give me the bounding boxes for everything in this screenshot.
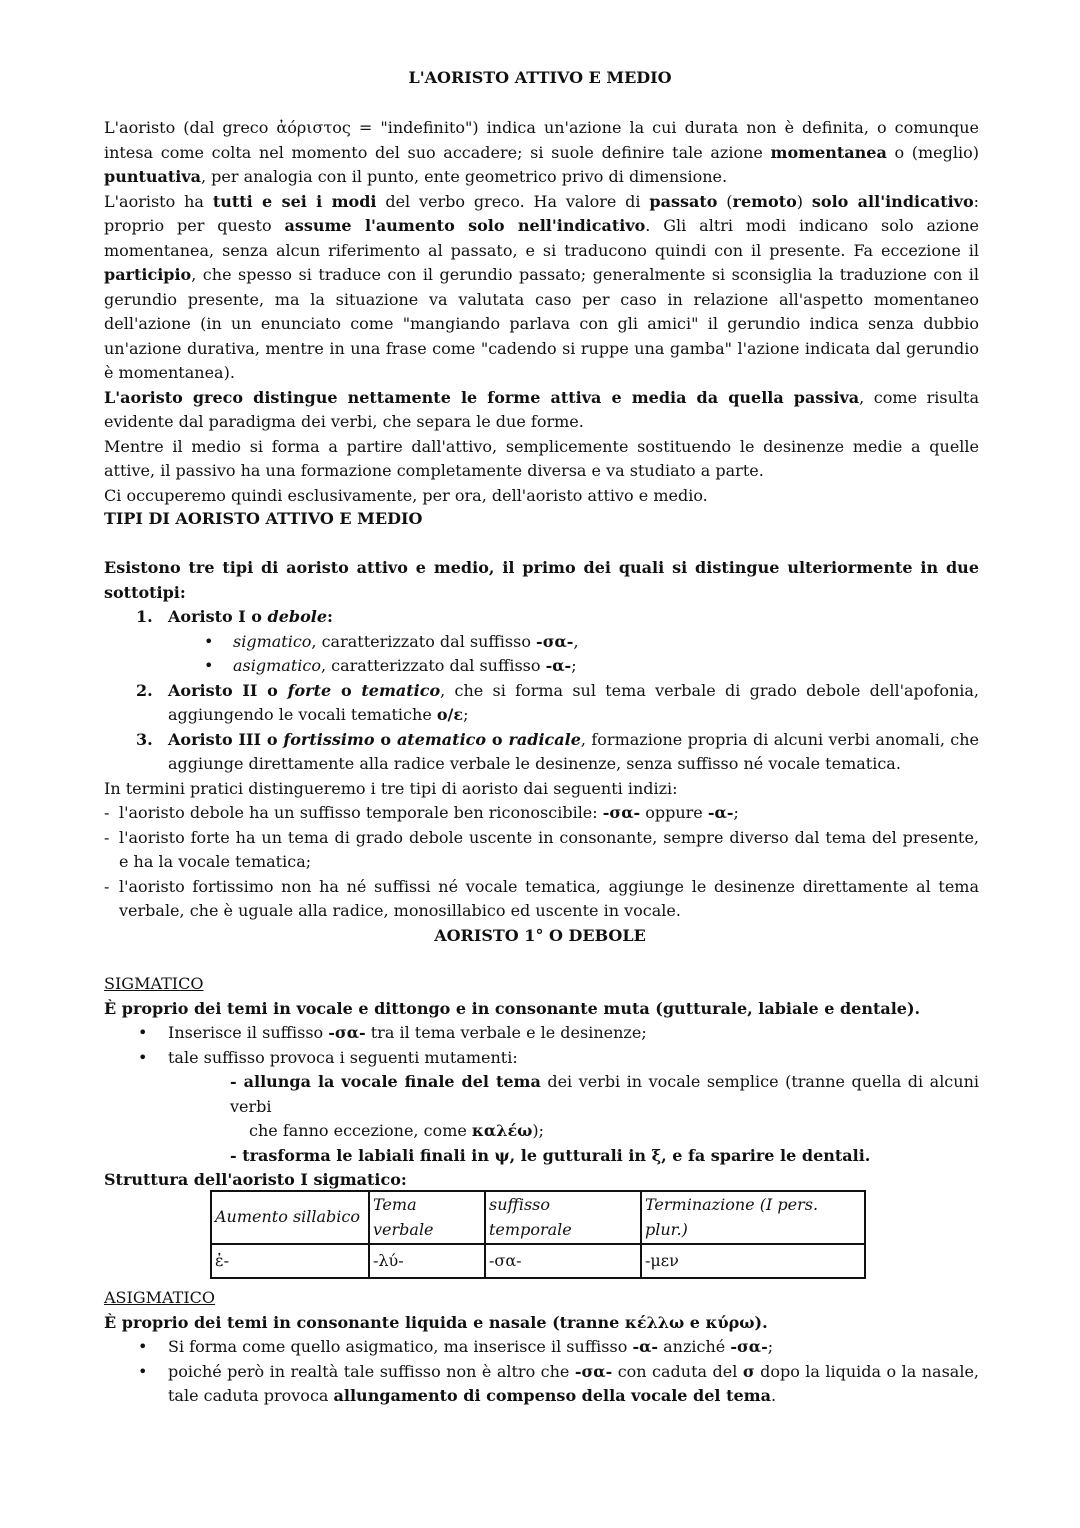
asigmatico-heading: ASIGMATICO [104, 1288, 216, 1307]
indicators-list [104, 801, 979, 924]
intro-paragraph-1: L'aoristo (dal greco ἀόριστος = "indefinito") indica un'azione la cui durata non è definita, o comunque intesa come colta nel momento del suo accadere; si suole definire tale azione momentanea o (meglio) puntuativa, per analogia con il punto, ente geometrico privo di dimensione. [104, 118, 980, 186]
table-header-cell: Aumento sillabico [211, 1191, 369, 1244]
table-row [211, 1244, 865, 1278]
mutation-1: - allunga la vocale finale del tema dei verbi in vocale semplice (tranne quella di alcuni verbi [230, 1072, 979, 1116]
type-item-3: 3. Aoristo III o fortissimo o atematico o radicale, formazione propria di alcuni verbi anomali, che aggiunge direttamente alla radice verbale le desinenze, senza suffisso né vocale tematica. [136, 729, 980, 773]
type-item-2: 2. Aoristo II o forte o tematico, che si forma sul tema verbale di grado debole dell'apofonia, aggiungendo le vocali tematiche ο/ε; [136, 680, 980, 724]
table-cell: -μεν [641, 1244, 865, 1278]
types-heading: TIPI DI AORISTO ATTIVO E MEDIO [104, 509, 423, 528]
subtype-sigmatico: • sigmatico, caratterizzato dal suffisso -σα-, [204, 631, 579, 651]
mutation-2: - trasforma le labiali finali in ψ, le gutturali in ξ, e fa sparire le dentali. [230, 1145, 871, 1165]
sigmatico-lead: È proprio dei temi in vocale e dittongo e in consonante muta (gutturale, labiale e dentale). [104, 998, 921, 1018]
asigmatico-section [104, 1286, 979, 1409]
structure-label: Struttura dell'aoristo I sigmatico: [104, 1170, 407, 1189]
table-header-cell: Tema verbale [369, 1191, 485, 1244]
page-title: L'AORISTO ATTIVO E MEDIO [408, 68, 672, 87]
sigmatico-bullet-2: • tale suffisso provoca i seguenti mutamenti: [138, 1047, 518, 1067]
sigmatico-section [104, 972, 979, 1193]
sigmatico-bullet-1: • Inserisce il suffisso -σα- tra il tema verbale e le desinenze; [138, 1023, 647, 1042]
debole-heading: AORISTO 1° O DEBOLE [434, 926, 646, 945]
intro-paragraph-4: Mentre il medio si forma a partire dall'attivo, semplicemente sostituendo le desinenze medie a quelle attive, il passivo ha una formazione completamente diversa e va studiato a parte. [104, 436, 979, 480]
sigmatico-bullets [104, 1021, 979, 1070]
intro-paragraph-5: Ci occuperemo quindi esclusivamente, per ora, dell'aoristo attivo e medio. [104, 485, 708, 505]
indicator-debole: - l'aoristo debole ha un suffisso temporale ben riconoscibile: -σα- oppure -α-; [104, 803, 739, 822]
asigmatico-lead: È proprio dei temi in consonante liquida e nasale (tranne κέλλω e κύρω). [104, 1312, 768, 1332]
table-header-cell: Terminazione (I pers. plur.) [641, 1191, 865, 1244]
types-list-section [104, 556, 979, 924]
table-header-cell: suffisso temporale [485, 1191, 641, 1244]
types-lead: Esistono tre tipi di aoristo attivo e medio, il primo dei quali si distingue ulteriormente in due sottotipi: [104, 558, 979, 602]
intro-section [104, 116, 979, 508]
table-cell: -σα- [485, 1244, 641, 1278]
intro-paragraph-3: L'aoristo greco distingue nettamente le forme attiva e media da quella passiva, come risulta evidente dal paradigma dei verbi, che separa le due forme. [104, 387, 980, 431]
asigmatico-bullet-2: • poiché però in realtà tale suffisso non è altro che -σα- con caduta del σ dopo la liquida o la nasale, tale caduta provoca allungamento di compenso della vocale del tema. [138, 1361, 979, 1405]
table-cell: -λύ- [369, 1244, 485, 1278]
structure-table [210, 1190, 866, 1279]
subtypes-list [104, 630, 979, 679]
practical-lead: In termini pratici distingueremo i tre tipi di aoristo dai seguenti indizi: [104, 778, 678, 798]
sigmatico-heading: SIGMATICO [104, 974, 204, 993]
table-cell: ἐ- [211, 1244, 369, 1278]
indicator-fortissimo: - l'aoristo fortissimo non ha né suffissi né vocale tematica, aggiunge le desinenze direttamente al tema verbale, che è uguale alla radice, monosillabico ed uscente in vocale. [104, 876, 979, 920]
intro-paragraph-2: L'aoristo ha tutti e sei i modi del verbo greco. Ha valore di passato (remoto) solo all'indicativo: proprio per questo assume l'aumento solo nell'indicativo. Gli altri modi indicano solo azione momentanea, senza alcun riferimento al passato, e si traducono quindi con il presente. Fa eccezione il participio, che spesso si traduce con il gerundio passato; generalmente si sconsiglia la traduzione con il gerundio presente, ma la situazione va valutata caso per caso in relazione all'aspetto momentaneo dell'azione (in un enunciato come "mangiando parlava con gli amici" il gerundio indica senza dubbio un'azione durativa, mentre in una frase come "cadendo si ruppe una gamba" l'azione indicata dal gerundio è momentanea). [104, 191, 980, 382]
type-item-1: 1. Aoristo I o debole: [136, 607, 333, 626]
asigmatico-bullet-1: • Si forma come quello asigmatico, ma inserisce il suffisso -α- anziché -σα-; [138, 1337, 774, 1356]
table-header-row [211, 1191, 865, 1244]
mutation-1-cont: che fanno eccezione, come καλέω); [249, 1121, 545, 1140]
subtype-asigmatico: • asigmatico, caratterizzato dal suffisso -α-; [204, 656, 577, 675]
asigmatico-bullets [104, 1335, 979, 1409]
types-list [104, 605, 979, 630]
indicator-forte: - l'aoristo forte ha un tema di grado debole uscente in consonante, sempre diverso dal tema del presente, e ha la vocale tematica; [104, 827, 979, 871]
types-list-cont [104, 679, 979, 777]
types-section [104, 507, 979, 532]
